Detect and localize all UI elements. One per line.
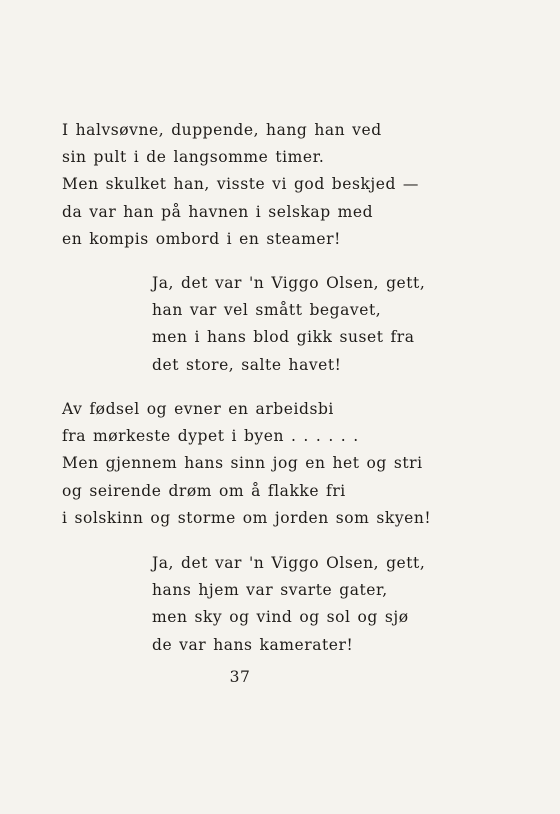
poem-line: Men gjennem hans sinn jog en het og stri	[62, 454, 423, 473]
page-number: 37	[229, 668, 251, 686]
poem-line: Ja, det var 'n Viggo Olsen, gett,	[152, 554, 426, 572]
poem-line: men i hans blod gikk suset fra	[152, 328, 415, 347]
poem-line: fra mørkeste dypet i byen . . . . . .	[62, 427, 359, 446]
refrain-2	[152, 550, 425, 659]
poem-line: I halvsøvne, duppende, hang han ved	[62, 121, 382, 139]
poem-line: det store, salte havet!	[152, 355, 342, 374]
stanza-2	[62, 396, 431, 532]
stanza-1	[62, 117, 419, 253]
poem-line: han var vel smått begavet,	[152, 301, 382, 320]
poem-line: da var han på havnen i selskap med	[62, 202, 374, 221]
poem-line: men sky og vind og sol og sjø	[152, 608, 409, 627]
poem-line: Men skulket han, visste vi god beskjed —	[62, 175, 419, 194]
poem-line: hans hjem var svarte gater,	[152, 581, 388, 600]
poem-line: i solskinn og storme om jorden som skyen!	[62, 508, 432, 527]
poem-line: de var hans kamerater!	[152, 635, 354, 654]
refrain-1	[152, 270, 425, 379]
poem-line: sin pult i de langsomme timer.	[62, 148, 325, 167]
poem-line: Av fødsel og evner en arbeidsbi	[62, 400, 334, 418]
poem-line: Ja, det var 'n Viggo Olsen, gett,	[152, 274, 426, 292]
poem-line: og seirende drøm om å flakke fri	[62, 481, 346, 500]
poem-line: en kompis ombord i en steamer!	[62, 229, 341, 248]
